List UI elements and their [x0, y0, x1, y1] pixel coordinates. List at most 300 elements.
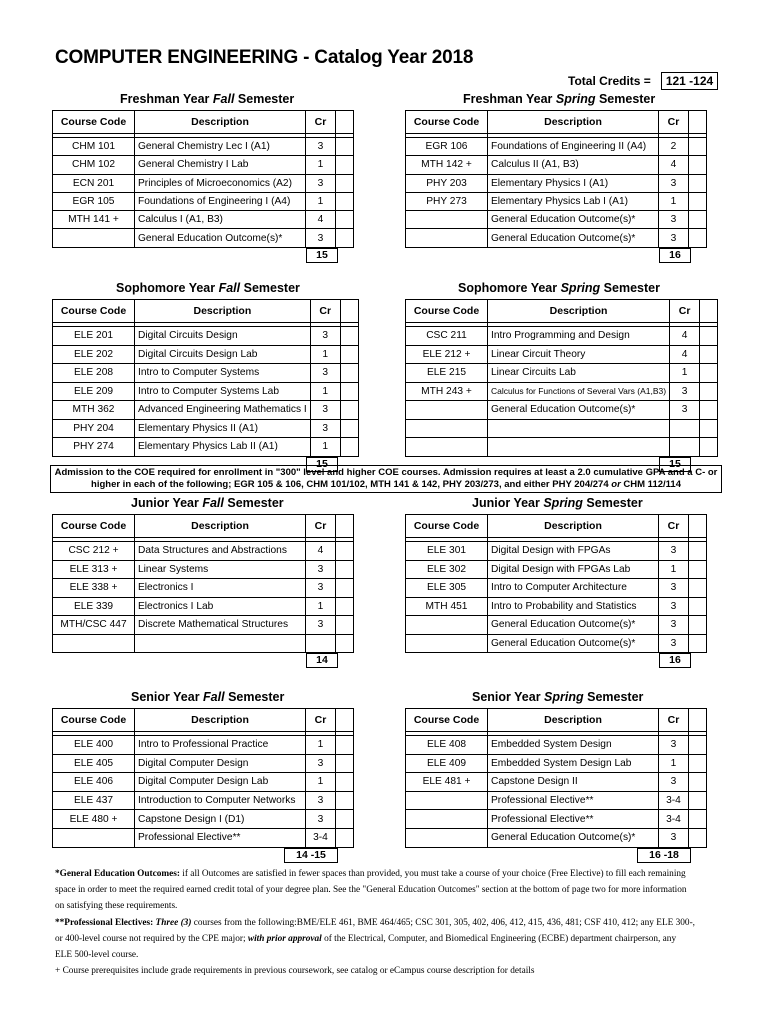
blank-cell: [689, 560, 707, 579]
course-row: [406, 229, 707, 247]
prof-elective-text-2: of the Electrical, Computer, and Biomedical Engineering (ECBE) department chairperson, any ELE 500-level course.: [55, 933, 677, 961]
semester-title-year: Freshman Year: [120, 92, 213, 106]
semester-title: [116, 281, 300, 295]
blank-cell: [689, 579, 707, 598]
course-row: [53, 754, 354, 773]
course-row: [406, 828, 707, 847]
blank-cell: [336, 754, 354, 773]
course-description: General Education Outcome(s)*: [488, 211, 659, 229]
description-header: Description: [488, 709, 659, 732]
course-credits: 2: [659, 138, 689, 156]
admission-line-2: [51, 479, 721, 491]
course-description: General Education Outcome(s)*: [488, 401, 670, 420]
blank-cell: [689, 773, 707, 792]
blank-cell: [689, 192, 707, 210]
course-code: ELE 406: [53, 773, 135, 792]
blank-cell: [336, 597, 354, 616]
blank-cell: [336, 138, 354, 156]
semester-title-suffix: Semester: [224, 690, 285, 704]
course-credits: 3: [659, 616, 689, 635]
course-row: [406, 616, 707, 635]
semester-total-credits: 16: [659, 248, 691, 263]
course-code-header: Course Code: [53, 515, 135, 538]
semester-title: [120, 92, 294, 106]
prof-elective-label: **Professional Electives:: [55, 917, 154, 928]
semester-title-season: Fall: [212, 92, 235, 106]
course-description: Linear Circuits Lab: [488, 364, 670, 383]
course-row: [406, 810, 707, 829]
course-description: Intro to Computer Systems: [135, 364, 311, 383]
course-row: [406, 560, 707, 579]
semester-title-year: Junior Year: [472, 496, 544, 510]
course-row: [406, 345, 718, 364]
course-code: MTH/CSC 447: [53, 616, 135, 635]
credits-header: Cr: [670, 300, 700, 323]
page-title: COMPUTER ENGINEERING - Catalog Year 2018: [55, 47, 474, 68]
blank-header: [700, 300, 718, 323]
description-header: Description: [135, 709, 306, 732]
course-row: [53, 174, 354, 192]
blank-header: [689, 515, 707, 538]
description-header: Description: [135, 515, 306, 538]
blank-cell: [700, 327, 718, 346]
course-credits: 1: [306, 736, 336, 755]
course-description: Data Structures and Abstractions: [135, 542, 306, 561]
course-credits: 3: [670, 401, 700, 420]
course-row: [406, 634, 707, 653]
blank-cell: [336, 616, 354, 635]
blank-cell: [336, 810, 354, 829]
course-description: Linear Systems: [135, 560, 306, 579]
description-header: Description: [135, 111, 306, 134]
course-description: Digital Circuits Design: [135, 327, 311, 346]
course-code: [406, 438, 488, 457]
blank-cell: [689, 754, 707, 773]
course-row: [406, 542, 707, 561]
course-table: [405, 708, 707, 848]
header-row: [406, 111, 707, 134]
header-row: [53, 515, 354, 538]
course-code: [406, 211, 488, 229]
blank-cell: [689, 174, 707, 192]
course-description: Foundations of Engineering II (A4): [488, 138, 659, 156]
semester-title: [472, 496, 643, 510]
course-row: [53, 156, 354, 174]
course-row: [53, 382, 359, 401]
admission-notice: [50, 465, 722, 493]
course-description: Digital Circuits Design Lab: [135, 345, 311, 364]
course-row: [53, 192, 354, 210]
semester-title-year: Freshman Year: [463, 92, 556, 106]
header-row: [406, 515, 707, 538]
course-table: [405, 110, 707, 248]
course-description: [135, 634, 306, 653]
course-code: [406, 810, 488, 829]
course-row: [53, 597, 354, 616]
course-code: EGR 105: [53, 192, 135, 210]
course-credits: 3-4: [659, 810, 689, 829]
blank-cell: [340, 438, 358, 457]
course-description: General Education Outcome(s)*: [488, 828, 659, 847]
course-row: [53, 211, 354, 229]
gen-ed-text: if all Outcomes are satisfied in fewer spaces than provided, you must take a course of your choice (Free Elective) to fill each remaining space in order to meet the required earned credit total of your degree plan. See the "General Education Outcomes" section at the bottom of page two for more information on satisfying these requirements.: [55, 869, 687, 912]
course-description: Principles of Microeconomics (A2): [135, 174, 306, 192]
course-table: [405, 299, 718, 457]
course-credits: 4: [306, 211, 336, 229]
semester-total-credits: 15: [659, 457, 691, 472]
course-code: [406, 229, 488, 247]
course-code: CSC 212 +: [53, 542, 135, 561]
credits-header: Cr: [306, 111, 336, 134]
course-description: Digital Computer Design: [135, 754, 306, 773]
semester-title-season: Spring: [555, 92, 596, 106]
footnotes: [55, 866, 695, 979]
semester-title-season: Fall: [203, 690, 225, 704]
course-credits: 3: [310, 419, 340, 438]
admission-line-2-text: higher in each of the following; EGR 105 & 106, CHM 101/102, MTH 141 & 142, PHY 203/273, and either PHY 204/274: [91, 479, 612, 490]
course-description: Professional Elective**: [488, 791, 659, 810]
course-credits: [306, 634, 336, 653]
course-description: Calculus II (A1, B3): [488, 156, 659, 174]
course-code: [406, 791, 488, 810]
credits-header: Cr: [310, 300, 340, 323]
course-credits: 3: [659, 736, 689, 755]
prof-elective-text: courses from the following:BME/ELE 461, BME 464/465; CSC 301, 305, 402, 406, 412, 415, 436, 481; CSF 410, 412; any ELE 300-, or 400-level course not required by the CPE major;: [55, 917, 695, 944]
semester-title-suffix: Semester: [223, 496, 284, 510]
blank-cell: [700, 401, 718, 420]
description-header: Description: [135, 300, 311, 323]
course-row: [406, 364, 718, 383]
course-row: [406, 754, 707, 773]
course-credits: 3: [306, 138, 336, 156]
course-code: PHY 274: [53, 438, 135, 457]
blank-header: [689, 709, 707, 732]
course-description: Discrete Mathematical Structures: [135, 616, 306, 635]
course-row: [406, 327, 718, 346]
course-credits: 1: [306, 156, 336, 174]
course-code: CHM 101: [53, 138, 135, 156]
course-credits: 3: [310, 327, 340, 346]
course-description: Foundations of Engineering I (A4): [135, 192, 306, 210]
semester-title-season: Fall: [218, 281, 241, 295]
course-code: ELE 338 +: [53, 579, 135, 598]
gen-ed-label: *General Education Outcomes:: [55, 869, 180, 879]
course-code: PHY 273: [406, 192, 488, 210]
blank-cell: [340, 327, 358, 346]
total-credits-value: 121 -124: [661, 72, 718, 90]
course-credits: 1: [306, 192, 336, 210]
course-row: [406, 174, 707, 192]
course-code: ELE 405: [53, 754, 135, 773]
blank-cell: [336, 560, 354, 579]
course-description: Digital Computer Design Lab: [135, 773, 306, 792]
semester-title: [458, 281, 660, 295]
course-credits: 3: [659, 211, 689, 229]
course-description: Embedded System Design: [488, 736, 659, 755]
blank-cell: [336, 174, 354, 192]
course-credits: [670, 438, 700, 457]
course-description: [488, 419, 670, 438]
blank-cell: [700, 345, 718, 364]
blank-cell: [689, 828, 707, 847]
blank-cell: [336, 229, 354, 247]
blank-cell: [700, 382, 718, 401]
blank-cell: [689, 810, 707, 829]
course-credits: 3: [670, 382, 700, 401]
course-code-header: Course Code: [406, 300, 488, 323]
course-credits: 3: [306, 754, 336, 773]
course-credits: 1: [310, 345, 340, 364]
course-code: PHY 203: [406, 174, 488, 192]
course-description: Intro to Computer Systems Lab: [135, 382, 311, 401]
description-header: Description: [488, 515, 659, 538]
course-description: General Education Outcome(s)*: [488, 616, 659, 635]
course-row: [53, 616, 354, 635]
course-credits: 1: [306, 773, 336, 792]
course-credits: 3: [310, 364, 340, 383]
course-code-header: Course Code: [406, 111, 488, 134]
course-description: Capstone Design II: [488, 773, 659, 792]
blank-cell: [340, 364, 358, 383]
blank-cell: [336, 192, 354, 210]
course-description: Elementary Physics Lab I (A1): [488, 192, 659, 210]
course-credits: 4: [670, 345, 700, 364]
course-credits: 3-4: [659, 791, 689, 810]
blank-header: [340, 300, 358, 323]
course-credits: 3: [659, 597, 689, 616]
course-code: [53, 634, 135, 653]
course-row: [53, 736, 354, 755]
prereq-note: + Course prerequisites include grade requirements in previous coursework, see catalog or eCampus course description for details: [55, 966, 535, 977]
course-code-header: Course Code: [53, 111, 135, 134]
course-code: ELE 202: [53, 345, 135, 364]
course-description: Advanced Engineering Mathematics I: [135, 401, 311, 420]
blank-cell: [336, 736, 354, 755]
course-credits: 3: [659, 579, 689, 598]
course-code: PHY 204: [53, 419, 135, 438]
course-table: [405, 514, 707, 653]
course-credits: 3: [306, 174, 336, 192]
semester-total-credits: 16 -18: [637, 848, 691, 863]
blank-cell: [336, 579, 354, 598]
course-row: [53, 138, 354, 156]
course-table: [52, 110, 354, 248]
blank-cell: [689, 736, 707, 755]
course-credits: 1: [670, 364, 700, 383]
course-credits: 1: [310, 438, 340, 457]
blank-cell: [689, 138, 707, 156]
blank-cell: [336, 791, 354, 810]
semester-total-credits: 15: [306, 248, 338, 263]
semester-title-suffix: Semester: [600, 281, 660, 295]
blank-cell: [340, 345, 358, 364]
course-code: MTH 451: [406, 597, 488, 616]
course-table: [52, 514, 354, 653]
course-row: [53, 229, 354, 247]
admission-line-2-end: CHM 112/114: [620, 479, 681, 490]
semester-title-season: Fall: [202, 496, 224, 510]
course-code: ELE 209: [53, 382, 135, 401]
semester-total-credits: 15: [306, 457, 338, 472]
semester-title-season: Spring: [544, 690, 584, 704]
course-code: [406, 401, 488, 420]
course-credits: 3: [306, 229, 336, 247]
header-row: [53, 111, 354, 134]
course-code: CHM 102: [53, 156, 135, 174]
course-row: [53, 791, 354, 810]
semester-total-credits: 14 -15: [284, 848, 338, 863]
course-credits: 4: [659, 156, 689, 174]
semester-title-suffix: Semester: [234, 92, 295, 106]
semester-title-year: Senior Year: [472, 690, 545, 704]
course-description: [488, 438, 670, 457]
blank-header: [689, 111, 707, 134]
course-row: [406, 597, 707, 616]
course-code: MTH 141 +: [53, 211, 135, 229]
course-table: [52, 708, 354, 848]
blank-cell: [336, 542, 354, 561]
course-code: MTH 142 +: [406, 156, 488, 174]
course-row: [53, 419, 359, 438]
course-description: General Education Outcome(s)*: [135, 229, 306, 247]
course-description: Capstone Design I (D1): [135, 810, 306, 829]
blank-cell: [689, 791, 707, 810]
course-credits: 1: [306, 597, 336, 616]
course-credits: 1: [659, 754, 689, 773]
course-credits: 3: [659, 542, 689, 561]
course-description: Intro to Probability and Statistics: [488, 597, 659, 616]
course-code: [406, 828, 488, 847]
course-description: General Education Outcome(s)*: [488, 634, 659, 653]
course-code: [406, 616, 488, 635]
blank-cell: [340, 382, 358, 401]
credits-header: Cr: [306, 515, 336, 538]
course-row: [406, 156, 707, 174]
semester-total-credits: 16: [659, 653, 691, 668]
course-row: [406, 736, 707, 755]
admission-line-1: Admission to the COE required for enrollment in "300" level and higher COE courses. Admission requires at least a 2.0 cumulative GPA and a C- or: [54, 467, 718, 478]
blank-cell: [689, 542, 707, 561]
course-row: [406, 579, 707, 598]
course-credits: 4: [670, 327, 700, 346]
blank-cell: [700, 364, 718, 383]
course-credits: 3: [310, 401, 340, 420]
course-credits: 3: [659, 229, 689, 247]
course-row: [53, 401, 359, 420]
semester-title-year: Senior Year: [131, 690, 204, 704]
course-row: [406, 791, 707, 810]
course-code: EGR 106: [406, 138, 488, 156]
course-row: [406, 773, 707, 792]
course-description: Intro Programming and Design: [488, 327, 670, 346]
header-row: [53, 300, 359, 323]
blank-cell: [700, 438, 718, 457]
course-code: [53, 828, 135, 847]
course-credits: 3: [306, 616, 336, 635]
course-code: [53, 229, 135, 247]
course-description: Calculus I (A1, B3): [135, 211, 306, 229]
semester-title-suffix: Semester: [240, 281, 300, 295]
semester-title-year: Sophomore Year: [116, 281, 219, 295]
semester-title: [463, 92, 655, 106]
course-credits: 3: [659, 174, 689, 192]
course-code: [406, 419, 488, 438]
semester-title-season: Spring: [560, 281, 601, 295]
blank-cell: [689, 156, 707, 174]
course-code: CSC 211: [406, 327, 488, 346]
blank-cell: [336, 634, 354, 653]
course-code: ELE 408: [406, 736, 488, 755]
course-credits: 3: [659, 634, 689, 653]
course-code-header: Course Code: [53, 709, 135, 732]
course-row: [53, 345, 359, 364]
course-code: ELE 302: [406, 560, 488, 579]
semester-title-suffix: Semester: [595, 92, 656, 106]
course-credits: 3: [659, 828, 689, 847]
course-row: [406, 419, 718, 438]
course-row: [53, 542, 354, 561]
course-description: Digital Design with FPGAs: [488, 542, 659, 561]
semester-title-suffix: Semester: [583, 690, 644, 704]
credits-header: Cr: [306, 709, 336, 732]
course-code: ELE 480 +: [53, 810, 135, 829]
semester-title-suffix: Semester: [582, 496, 643, 510]
blank-cell: [340, 419, 358, 438]
admission-line-2-or: or: [611, 479, 621, 490]
course-row: [53, 579, 354, 598]
course-code: ELE 481 +: [406, 773, 488, 792]
credits-header: Cr: [659, 515, 689, 538]
course-credits: 3: [306, 810, 336, 829]
blank-cell: [336, 211, 354, 229]
blank-header: [336, 111, 354, 134]
course-row: [53, 560, 354, 579]
course-credits: 3: [659, 773, 689, 792]
course-credits: 3: [306, 579, 336, 598]
blank-cell: [689, 229, 707, 247]
course-row: [406, 138, 707, 156]
total-credits-label: Total Credits =: [568, 74, 651, 88]
blank-cell: [336, 156, 354, 174]
course-row: [53, 773, 354, 792]
course-row: [53, 327, 359, 346]
course-description: General Chemistry I Lab: [135, 156, 306, 174]
blank-cell: [689, 597, 707, 616]
course-code: ELE 215: [406, 364, 488, 383]
prof-elective-approval: with prior approval: [247, 933, 322, 944]
course-row: [406, 438, 718, 457]
course-description: Embedded System Design Lab: [488, 754, 659, 773]
blank-header: [336, 515, 354, 538]
course-table: [52, 299, 359, 457]
course-description: Introduction to Computer Networks: [135, 791, 306, 810]
course-row: [53, 634, 354, 653]
course-credits: 1: [659, 560, 689, 579]
semester-title-year: Sophomore Year: [458, 281, 561, 295]
semester-title-year: Junior Year: [131, 496, 203, 510]
course-credits: 3-4: [306, 828, 336, 847]
course-description: Linear Circuit Theory: [488, 345, 670, 364]
blank-header: [336, 709, 354, 732]
course-description: Electronics I: [135, 579, 306, 598]
course-description: Professional Elective**: [135, 828, 306, 847]
course-code: ELE 201: [53, 327, 135, 346]
blank-cell: [336, 828, 354, 847]
course-description: Calculus for Functions of Several Vars (A1,B3): [488, 382, 670, 401]
course-code-header: Course Code: [406, 515, 488, 538]
course-code: ELE 208: [53, 364, 135, 383]
course-row: [53, 364, 359, 383]
